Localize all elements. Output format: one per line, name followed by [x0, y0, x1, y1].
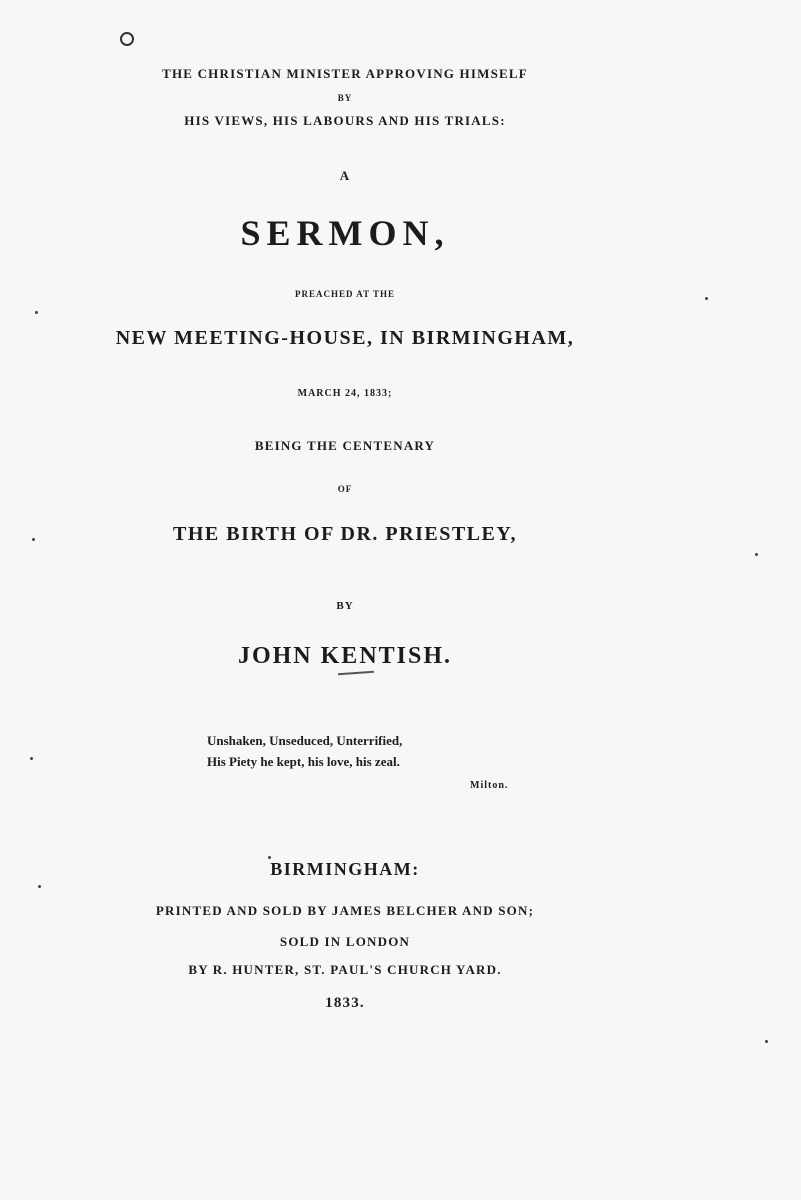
of-line: OF	[337, 484, 353, 494]
paper-speck	[755, 553, 758, 556]
by-line: BY	[336, 600, 354, 612]
title-line-by: BY	[337, 93, 353, 103]
paper-speck	[38, 885, 41, 888]
paper-speck	[30, 757, 33, 760]
sermon-heading: SERMON,	[240, 213, 450, 253]
meeting-house-line: NEW MEETING-HOUSE, IN BIRMINGHAM,	[115, 327, 575, 349]
title-line-1: THE CHRISTIAN MINISTER APPROVING HIMSELF	[162, 66, 528, 81]
author-name: JOHN KENTISH.	[237, 643, 453, 669]
imprint-year: 1833.	[325, 995, 365, 1011]
paper-speck	[705, 297, 708, 300]
motto-attribution: Milton.	[470, 780, 509, 791]
paper-speck	[268, 856, 271, 859]
paper-speck	[765, 1040, 768, 1043]
pen-mark	[338, 671, 374, 676]
centenary-line: BEING THE CENTENARY	[254, 438, 436, 453]
imprint-city: BIRMINGHAM:	[270, 859, 420, 879]
imprint-printer: PRINTED AND SOLD BY JAMES BELCHER AND SON;	[155, 903, 535, 918]
imprint-sold: SOLD IN LONDON	[279, 934, 411, 949]
paper-speck	[35, 311, 38, 314]
preached-line: PREACHED AT THE	[294, 289, 396, 299]
paper-speck	[32, 538, 35, 541]
date-line: MARCH 24, 1833;	[297, 388, 393, 399]
motto-line-2: His Piety he kept, his love, his zeal.	[207, 754, 400, 769]
title-line-a: A	[339, 168, 351, 183]
title-line-3: HIS VIEWS, HIS LABOURS AND HIS TRIALS:	[184, 113, 506, 128]
imprint-seller: BY R. HUNTER, ST. PAUL'S CHURCH YARD.	[188, 962, 502, 977]
priestley-line: THE BIRTH OF DR. PRIESTLEY,	[173, 523, 517, 545]
motto-line-1: Unshaken, Unseduced, Unterrified,	[207, 733, 403, 748]
ink-smudge	[120, 32, 134, 46]
